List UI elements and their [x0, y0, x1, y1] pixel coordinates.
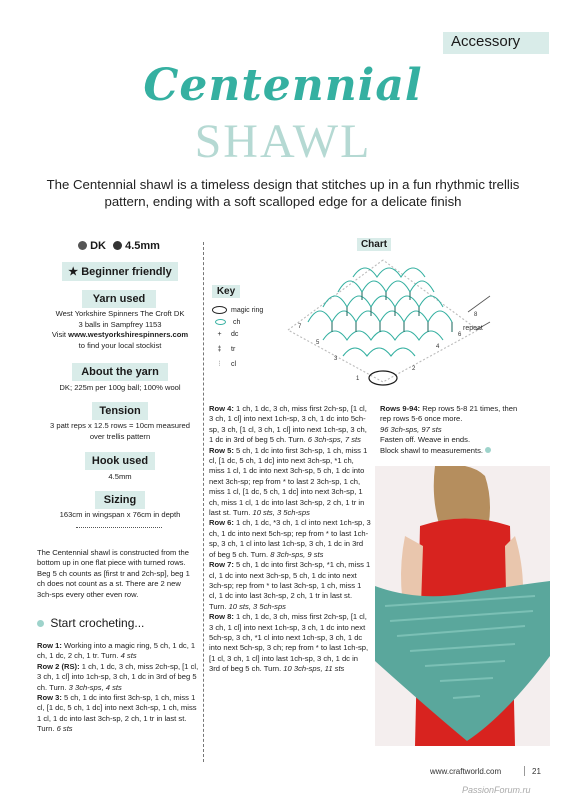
star-icon: ★ [68, 266, 79, 278]
tension-line-2: over trellis pattern [89, 431, 151, 441]
row-4-label: Row 4: [209, 404, 234, 413]
construction-text: The Centennial shawl is constructed from the bottom up in one flat piece with turned rows. Beg 5 ch counts as [first tr and 2ch-sp], beg 1 ch does not count as a st. There are 2 new 3ch-sps every other even row. [37, 548, 190, 599]
key-item-magic-ring [212, 305, 272, 317]
finish-line-1: Fasten off. Weave in ends. [380, 435, 471, 445]
chart-row-number-8: 8 [474, 312, 478, 318]
yarn-used-line-1: West Yorkshire Spinners The Croft DK [55, 309, 185, 318]
section-tab-label: Accessory [451, 33, 521, 50]
cross-icon: + [217, 331, 222, 338]
dotted-divider [76, 527, 162, 528]
chart-row-number-4: 4 [436, 344, 440, 350]
row-8-text: 1 ch, 1 dc, 3 ch, miss first 2ch-sp, [1 cl, 3 ch, 1 cl] into next 1ch-sp, 3 ch, 1 dc into next 5ch-sp, 3 ch, *1 cl into next 1ch-sp, 3 ch, 1 dc into next 5ch-sp, 3 ch; rep from * to last 1ch-sp, [1 cl, 3 ch, 1 cl] into last 1ch-sp, 3 ch, 1 dc in 3rd of beg 5 ch. Turn. [209, 612, 369, 674]
sizing-heading: Sizing [95, 491, 145, 509]
row-8-count: 10 3ch-sps, 11 sts [283, 664, 345, 674]
yarn-used-visit: Visit [51, 330, 69, 339]
row-7-count: 10 sts, 3 5ch-sps [228, 601, 286, 611]
chart-row-number-3: 3 [334, 356, 338, 362]
row-8-label: Row 8: [209, 612, 234, 622]
end-mark-icon [485, 447, 491, 453]
rows-left [37, 641, 199, 735]
chart-repeat-label: repeat [463, 325, 483, 332]
row-6-count: 8 3ch-sps, 9 sts [270, 549, 324, 559]
row-4-count: 6 3ch-sps, 7 sts [307, 435, 361, 445]
row-5-text: 5 ch, 1 dc into first 3ch-sp, 1 ch, miss 1 cl, [1 dc, 5 ch, 1 dc] into next 3ch-sp, *1 ch, miss 1 cl, 1 dc into next 3ch-sp, 5 ch, 1 dc into next 3ch-sp; rep from * to last 2 3ch-sp, 1 ch, miss 1 cl, [1 dc, 5 ch, 1 dc] into next 3ch-sp, 1 ch, miss 1 cl, 1 dc into last 3ch-sp, 2 ch, 1 tr in last st. Turn. [209, 445, 368, 518]
chart-magic-ring [369, 371, 397, 385]
start-heading-label: Start crocheting... [50, 616, 145, 630]
title-line-1: Centennial [143, 60, 423, 111]
key-item-dc [212, 329, 272, 341]
yarn-site-link[interactable]: www.westyorkshirespinners.com [68, 330, 189, 339]
hook-used-text: 4.5mm [108, 472, 132, 481]
rows-9-94 [380, 404, 530, 425]
row-2-label: Row 2 (RS): [37, 661, 80, 671]
rows-right [380, 404, 530, 456]
row-5 [209, 446, 371, 519]
hook-used-heading: Hook used [85, 452, 155, 470]
row-6 [209, 518, 371, 560]
tension-line-1: 3 patt reps x 12.5 rows = 10cm measured [50, 421, 190, 430]
rows-9-94-label: Rows 9-94: [380, 404, 421, 413]
row-4-text: 1 ch, 1 dc, 3 ch, miss first 2ch-sp, [1 cl, 3 ch, 1 cl] into next 1ch-sp, 3 ch, 1 dc into 5ch-sp, 3 ch, [1 cl, 3 ch, 1 cl] into next 1ch-sp, 3 ch, 1 dc in 3rd of beg 5 ch. Turn. [209, 404, 367, 445]
magic-ring-icon [212, 306, 227, 314]
key-label-dc: dc [231, 331, 239, 338]
key-label-tr: tr [231, 346, 236, 353]
chart-row-number-7: 7 [298, 324, 302, 330]
key-list [212, 305, 272, 371]
yarn-used-line-2: 3 balls in Sampfrey 1153 [78, 319, 162, 329]
yarn-used-text [20, 309, 220, 351]
level-label: Beginner friendly [81, 266, 172, 278]
row-1 [37, 641, 199, 662]
key-item-cl [212, 359, 272, 371]
row-2-text: 1 ch, 1 dc, 3 ch, miss 2ch-sp, [1 cl, 3 ch, 1 cl] into 1ch-sp, 3 ch, 1 dc in 3rd of beg 5 ch. Turn. [37, 661, 199, 692]
level-badge [62, 262, 178, 281]
tension-heading: Tension [92, 402, 148, 420]
spec-line [78, 240, 188, 252]
row-8 [209, 612, 371, 674]
key-label-cl: cl [231, 361, 237, 368]
row-3-count: 6 sts [56, 724, 73, 734]
row-7-text: 5 ch, 1 dc into first 3ch-sp, *1 ch, miss 1 cl, 1 dc into next 3ch-sp, 5 ch, 1 dc into next 3ch-sp; rep from * to last 3ch-sp, 1 ch, miss 1 cl, 1 dc into last 3ch-sp, 2 ch, 1 tr in last st. Turn. [209, 560, 371, 611]
finish-line-2 [380, 446, 530, 456]
row-4 [209, 404, 371, 446]
row-6-text: 1 ch, 1 dc, *3 ch, 1 cl into next 1ch-sp, 3 ch, 1 dc into next 5ch-sp; rep from * to last 1ch-sp, 3 ch, 1 cl into last 1ch-sp, 3 ch, 1 dc in 3rd of beg 5 ch. Turn. [209, 518, 371, 559]
trellis-arches [308, 268, 452, 356]
chain-icon [215, 319, 226, 325]
key-item-chain [212, 317, 272, 329]
row-3 [37, 693, 199, 735]
title-line-2: SHAWL [194, 115, 372, 168]
shawl-photo [375, 466, 550, 746]
row-3-label: Row 3: [37, 693, 62, 703]
row-7 [209, 560, 371, 612]
key-label-chain: ch [233, 319, 241, 326]
section-tab [443, 32, 549, 54]
chart-heading: Chart [357, 238, 391, 251]
row-2-count: 3 3ch-sps, 4 sts [68, 682, 122, 692]
cluster-icon: ⫶ [218, 361, 221, 368]
footer-url[interactable]: www.craftworld.com [430, 767, 502, 776]
key-label-magic-ring: magic ring [231, 307, 264, 314]
rows-9-94-count: 96 3ch-sps, 97 sts [380, 424, 442, 434]
row-2 [37, 662, 199, 693]
row-5-label: Row 5: [209, 445, 234, 455]
watermark: PassionForum.ru [462, 785, 531, 795]
spec-hook: 4.5mm [125, 240, 160, 252]
chart-rows [288, 260, 478, 382]
row-7-label: Row 7: [209, 560, 234, 570]
key-heading: Key [212, 285, 240, 298]
yarn-used-heading: Yarn used [82, 290, 156, 308]
sizing-text: 163cm in wingspan x 76cm in depth [59, 510, 181, 519]
spec-weight: DK [90, 240, 106, 252]
about-yarn-text: DK; 225m per 100g ball; 100% wool [59, 383, 181, 392]
rows-9-94-text: Rep rows 5-8 21 times, then rep rows 5-6 once more. [380, 404, 518, 424]
row-1-count: 4 sts [120, 651, 137, 661]
page-number: 21 [532, 767, 541, 776]
treble-icon: ‡ [217, 346, 222, 353]
yarn-used-line-4: to find your local stockist [78, 340, 162, 350]
chart-row-number-6: 6 [458, 332, 462, 338]
rows-mid [209, 404, 371, 675]
row-1-label: Row 1: [37, 641, 62, 650]
footer-separator [524, 766, 525, 776]
row-5-count: 10 sts, 3 5ch-sps [252, 508, 310, 518]
tension-text [20, 421, 220, 442]
start-bullet-icon [37, 620, 44, 627]
hook-icon [113, 241, 122, 250]
chart-row-number-5: 5 [316, 340, 320, 346]
about-yarn-heading: About the yarn [72, 363, 168, 381]
key-item-tr [212, 344, 272, 356]
crochet-chart [268, 252, 498, 392]
column-divider [203, 242, 204, 762]
start-heading [37, 616, 144, 630]
yarn-used-line-3 [20, 330, 220, 341]
chart-row-number-1: 1 [356, 376, 360, 382]
yarn-ball-icon [78, 241, 87, 250]
row-6-label: Row 6: [209, 518, 234, 528]
chart-row-number-2: 2 [412, 366, 416, 372]
intro-text: The Centennial shawl is a timeless design that stitches up in a fun rhythmic trellis pattern, ending with a soft scalloped edge for a delicate finish [46, 177, 520, 209]
finish-line-2-text: Block shawl to measurements. [380, 445, 483, 455]
row-1-text: Working into a magic ring, 5 ch, 1 dc, 1 ch, 1 dc, 2 ch, 1 tr. Turn. [37, 641, 196, 661]
row-3-text: 5 ch, 1 dc into first 3ch-sp, 1 ch, miss 1 cl, [1 dc, 5 ch, 1 dc] into next 3ch-sp, 1 ch, miss 1 cl, 1 dc into last 3ch-sp, 2 ch, 1 tr in last st. Turn. [37, 693, 197, 734]
